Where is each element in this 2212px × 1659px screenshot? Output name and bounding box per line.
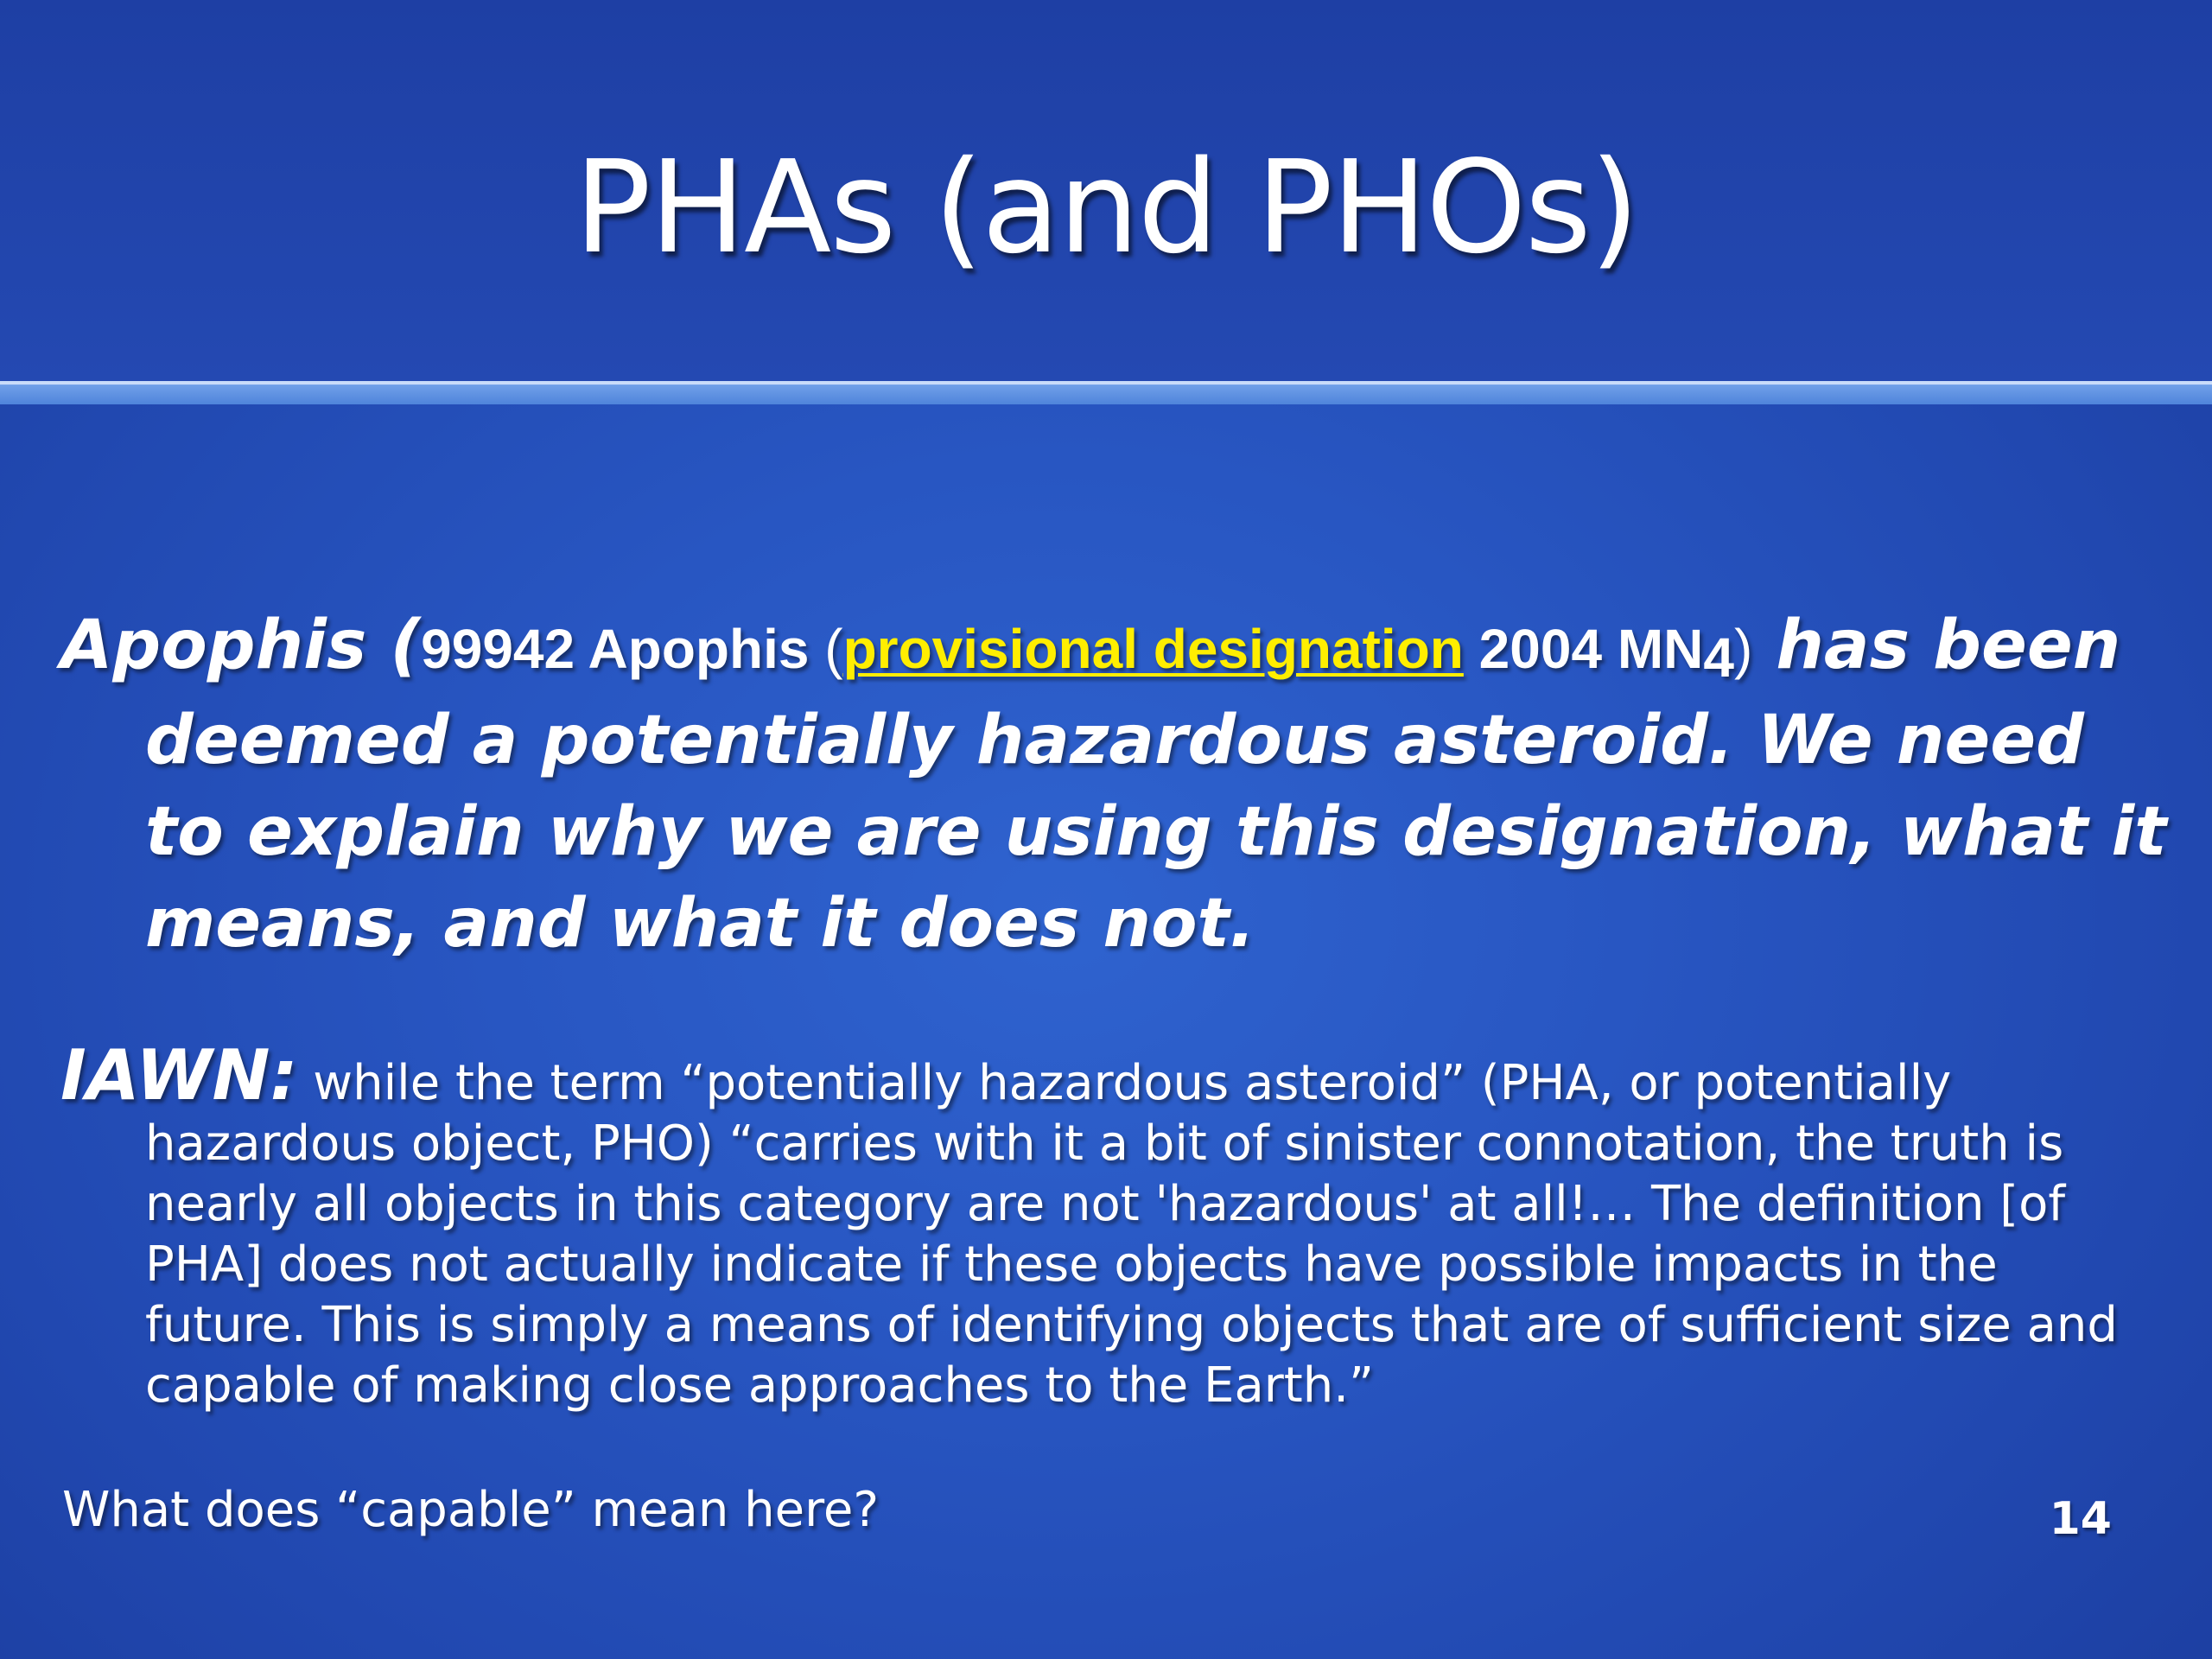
apophis-body: has been deemed a potentially hazardous asteroid. We need to explain why we are using this designation, what it means, and what it does not. — [145, 607, 2167, 963]
designation-subscript: 4 — [1703, 626, 1734, 689]
slide-title: PHAs (and PHOs) — [574, 133, 1638, 282]
iawn-lead: IAWN: — [60, 1035, 298, 1116]
paren-open: ( — [809, 618, 843, 680]
provisional-designation-link[interactable]: provisional designation — [842, 618, 1464, 680]
designation-text: 2004 MN — [1463, 618, 1704, 680]
iawn-body: while the term “potentially hazardous asteroid” (PHA, or potentially hazardous object, PHO) “carries with it a bit of sinister connotation, the truth is nearly all objects in this category are not 'hazardous' at all!… The definition [of PHA] does not actually indicate if these objects have possible impacts in the future. This is simply a means of identifying objects that are of sufficient size and capable of making close approaches to the Earth.” — [145, 1055, 2118, 1414]
apophis-paragraph — [60, 600, 2167, 969]
iawn-paragraph — [60, 1035, 2167, 1416]
apophis-name: 99942 Apophis — [421, 618, 810, 680]
page-number: 14 — [2049, 1493, 2112, 1545]
title-divider — [0, 381, 2212, 404]
paren-close: ) — [1733, 618, 1753, 680]
question-text: What does “capable” mean here? — [62, 1482, 880, 1538]
apophis-lead: Apophis ( — [60, 607, 422, 684]
